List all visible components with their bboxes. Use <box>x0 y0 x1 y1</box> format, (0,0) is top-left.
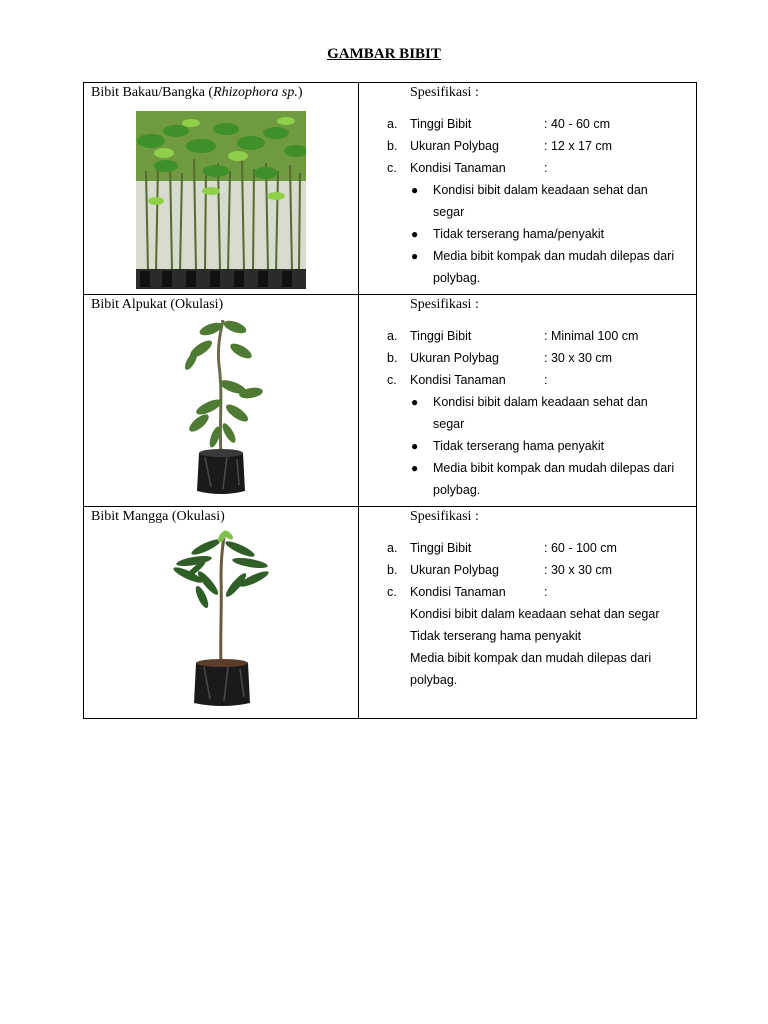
spec-header: Spesifikasi : <box>410 85 479 100</box>
bullet-item: ● Media bibit kompak dan mudah dilepas dari polybag. <box>359 457 696 501</box>
spec-item: a. Tinggi Bibit : Minimal 100 cm <box>387 329 639 343</box>
plant-cell <box>84 295 359 507</box>
condition-line: Kondisi bibit dalam keadaan sehat dan segar <box>410 607 660 621</box>
bullet-icon: ● <box>411 461 419 475</box>
page-title: GAMBAR BIBIT <box>327 46 441 62</box>
plant-name: Bibit Bakau/Bangka (Rhizophora sp.) <box>91 85 303 100</box>
bullet-item: ● Kondisi bibit dalam keadaan sehat dan segar <box>359 179 696 223</box>
bullet-icon: ● <box>411 227 419 241</box>
spec-item: b. Ukuran Polybag : 30 x 30 cm <box>387 351 613 365</box>
table-row <box>84 83 697 295</box>
mango-seedling-photo <box>166 527 276 711</box>
spec-cell <box>359 83 697 295</box>
bullet-item: ● Tidak terserang hama/penyakit <box>359 223 696 245</box>
seedling-table <box>83 82 697 719</box>
plant-name: Bibit Mangga (Okulasi) <box>91 509 225 524</box>
plant-cell <box>84 507 359 719</box>
spec-list <box>359 325 696 501</box>
spec-item: c. Kondisi Tanaman : <box>387 161 548 175</box>
spec-item: c. Kondisi Tanaman : <box>387 373 548 387</box>
spec-item: a. Tinggi Bibit : 40 - 60 cm <box>387 117 610 131</box>
condition-line: Tidak terserang hama penyakit <box>410 629 582 643</box>
bullet-item: ● Kondisi bibit dalam keadaan sehat dan segar <box>359 391 696 435</box>
spec-item: a. Tinggi Bibit : 60 - 100 cm <box>387 541 617 555</box>
table-row <box>84 295 697 507</box>
spec-cell <box>359 295 697 507</box>
bullet-icon: ● <box>411 183 419 197</box>
condition-line: Media bibit kompak dan mudah dilepas dari <box>410 651 652 665</box>
plant-name: Bibit Alpukat (Okulasi) <box>91 297 224 312</box>
spec-item: b. Ukuran Polybag : 30 x 30 cm <box>387 563 613 577</box>
bullet-icon: ● <box>411 439 419 453</box>
mangrove-seedlings-photo <box>136 111 306 289</box>
condition-line: polybag. <box>410 673 458 687</box>
spec-list <box>359 537 696 691</box>
spec-list <box>359 113 696 289</box>
spec-item: b. Ukuran Polybag : 12 x 17 cm <box>387 139 613 153</box>
spec-header: Spesifikasi : <box>410 297 479 312</box>
spec-item: c. Kondisi Tanaman : <box>387 585 548 599</box>
table-row <box>84 507 697 719</box>
avocado-seedling-photo <box>171 315 271 499</box>
spec-cell <box>359 507 697 719</box>
bullet-icon: ● <box>411 249 419 263</box>
spec-header: Spesifikasi : <box>410 509 479 524</box>
plant-cell <box>84 83 359 295</box>
bullet-item: ● Media bibit kompak dan mudah dilepas dari polybag. <box>359 245 696 289</box>
bullet-icon: ● <box>411 395 419 409</box>
bullet-item: ● Tidak terserang hama penyakit <box>359 435 696 457</box>
